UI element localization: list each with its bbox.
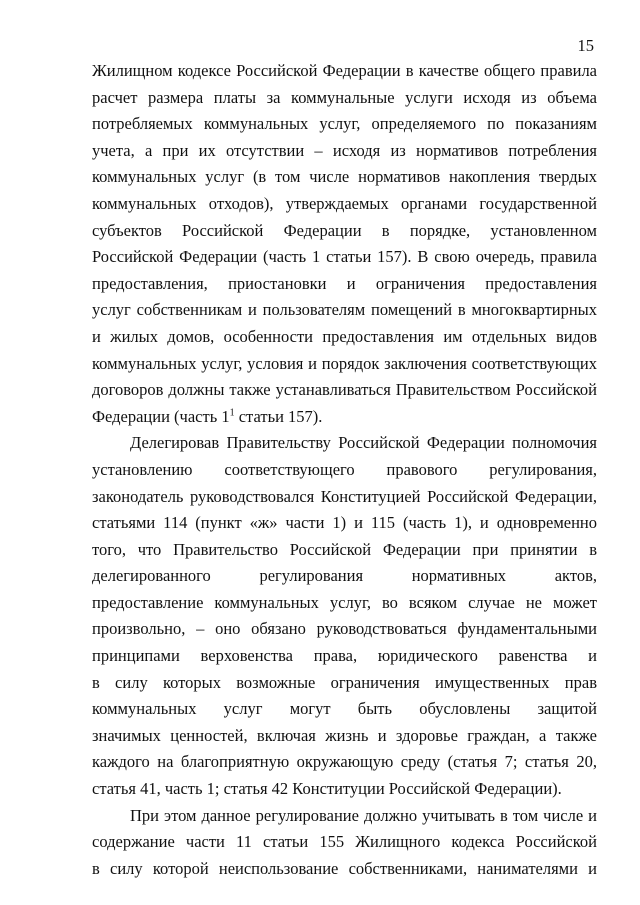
text-line: законодатель руководствовался Конституцией Российской Федерации, <box>92 486 597 506</box>
text-line: коммунальных услуг (в том числе нормативов накопления твердых <box>92 167 597 187</box>
text-line: потребляемых коммунальных услуг, определяемого по показаниям <box>92 114 597 134</box>
text-line: и жилых домов, особенности предоставления им отдельных видов <box>92 326 597 346</box>
text-line: Делегировав Правительству Российской Федерации полномочия <box>130 433 597 453</box>
paragraph-1 <box>92 58 597 430</box>
text-fragment: Федерации (часть 1 <box>92 406 230 426</box>
text-line: расчет размера платы за коммунальные услуги исходя из объема <box>92 87 597 107</box>
text-line: коммунальных услуг могут быть обусловлены защитой <box>92 699 597 719</box>
text-line: договоров должны также устанавливаться Правительством Российской <box>92 380 597 400</box>
page-number: 15 <box>577 36 594 55</box>
text-line: в силу которой неиспользование собственниками, нанимателями и <box>92 858 597 878</box>
text-line: содержание части 11 статьи 155 Жилищного кодекса Российской <box>92 832 597 852</box>
text-line-last: статья 41, часть 1; статья 42 Конституции Российской Федерации). <box>92 779 562 799</box>
paragraph-2 <box>92 430 597 802</box>
text-line: субъектов Российской Федерации в порядке, установленном <box>92 220 597 240</box>
paragraph-3 <box>92 803 597 883</box>
text-line: Жилищном кодексе Российской Федерации в качестве общего правила <box>92 61 597 80</box>
text-line: предоставления, приостановки и ограничения предоставления <box>92 273 597 293</box>
superscript: 1 <box>229 407 235 419</box>
text-line: каждого на благоприятную окружающую среду (статья 7; статья 20, <box>92 752 597 772</box>
text-line: принципами верховенства права, юридического равенства и <box>92 646 597 666</box>
text-line: того, что Правительство Российской Федерации при принятии в <box>92 539 597 559</box>
text-line: коммунальных услуг, условия и порядок заключения соответствующих <box>92 353 597 373</box>
text-line: услуг собственникам и пользователям помещений в многоквартирных <box>92 300 597 320</box>
text-line: в силу которых возможные ограничения имущественных прав <box>92 672 597 692</box>
text-line: произвольно, – оно обязано руководствоваться фундаментальными <box>92 619 597 639</box>
text-line: установлению соответствующего правового регулирования, <box>92 459 597 479</box>
text-line-last <box>92 404 597 431</box>
text-line: делегированного регулирования нормативных актов, <box>92 566 597 586</box>
text-line: Российской Федерации (часть 1 статьи 157). В свою очередь, правила <box>92 247 597 267</box>
text-line: значимых ценностей, включая жизнь и здоровье граждан, а также <box>92 725 597 745</box>
document-body <box>92 58 597 882</box>
text-line: статьями 114 (пункт «ж» части 1) и 115 (часть 1), и одновременно <box>92 513 597 533</box>
text-fragment: статьи 157). <box>234 406 323 426</box>
text-line: учета, а при их отсутствии – исходя из нормативов потребления <box>92 140 597 160</box>
text-line: При этом данное регулирование должно учитывать в том числе и <box>130 805 597 825</box>
text-line: предоставление коммунальных услуг, во всяком случае не может <box>92 592 597 612</box>
text-line: коммунальных отходов), утверждаемых органами государственной <box>92 193 597 213</box>
